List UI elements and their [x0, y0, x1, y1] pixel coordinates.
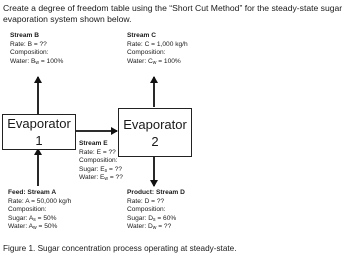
stream-a-sugar: Sugar: $A_s = 50\%$ — [8, 214, 57, 223]
evaporator-1-box — [2, 114, 76, 150]
stream-a-water: Water: $A_w = 50\%$ — [8, 223, 58, 232]
evaporator-2-box — [118, 108, 192, 157]
stream-b-name: Stream B — [10, 32, 39, 39]
stream-c-water: Water: $C_w = 100\%$ — [127, 57, 181, 66]
stream-e-composition: Composition: — [79, 157, 118, 165]
stream-a-label — [8, 189, 71, 232]
instructions-text: Create a degree of freedom table using the “Short Cut Method” for the steady-state sugar evaporation system shown below. — [3, 3, 343, 24]
stream-b-rate: Rate: B = ?? — [10, 40, 47, 48]
stream-a-composition: Composition: — [8, 206, 47, 214]
stream-b-composition: Composition: — [10, 49, 49, 57]
stream-e-water: Water: $E_w$ = ?? — [79, 174, 123, 183]
stream-d-water: Water: $D_w$ = ?? — [127, 223, 172, 232]
stream-c-rate: Rate: C = 1,000 kg/h — [127, 40, 188, 48]
stream-c-name: Stream C — [127, 32, 156, 39]
stream-d-composition: Composition: — [127, 206, 166, 214]
evaporator-1-number: 1 — [35, 133, 43, 148]
stream-e-sugar: Sugar: $E_s$ = ?? — [79, 165, 123, 174]
stream-b-water: Water: $B_w = 100\%$ — [10, 57, 64, 66]
stream-e-name: Stream E — [79, 140, 108, 147]
evaporator-1-title: Evaporator — [7, 116, 71, 131]
stream-e-rate: Rate: E = ?? — [79, 148, 116, 156]
stream-a-name: Feed: Stream A — [8, 189, 57, 196]
stream-c-label — [127, 32, 188, 66]
stream-d-name: Product: Stream D — [127, 189, 185, 196]
evaporator-2-number: 2 — [151, 133, 159, 149]
stream-a-rate: Rate: A = 50,000 kg/h — [8, 197, 72, 205]
stream-b-label — [10, 32, 63, 66]
stream-e-label — [79, 140, 123, 183]
stream-d-sugar: Sugar: $D_s = 60\%$ — [127, 214, 177, 223]
stream-d-label — [127, 189, 185, 232]
evaporator-2-title: Evaporator — [123, 116, 187, 132]
stream-c-composition: Composition: — [127, 49, 166, 57]
stream-d-rate: Rate: D = ?? — [127, 197, 165, 205]
figure-caption: Figure 1. Sugar concentration process operating at steady-state. — [3, 244, 237, 253]
